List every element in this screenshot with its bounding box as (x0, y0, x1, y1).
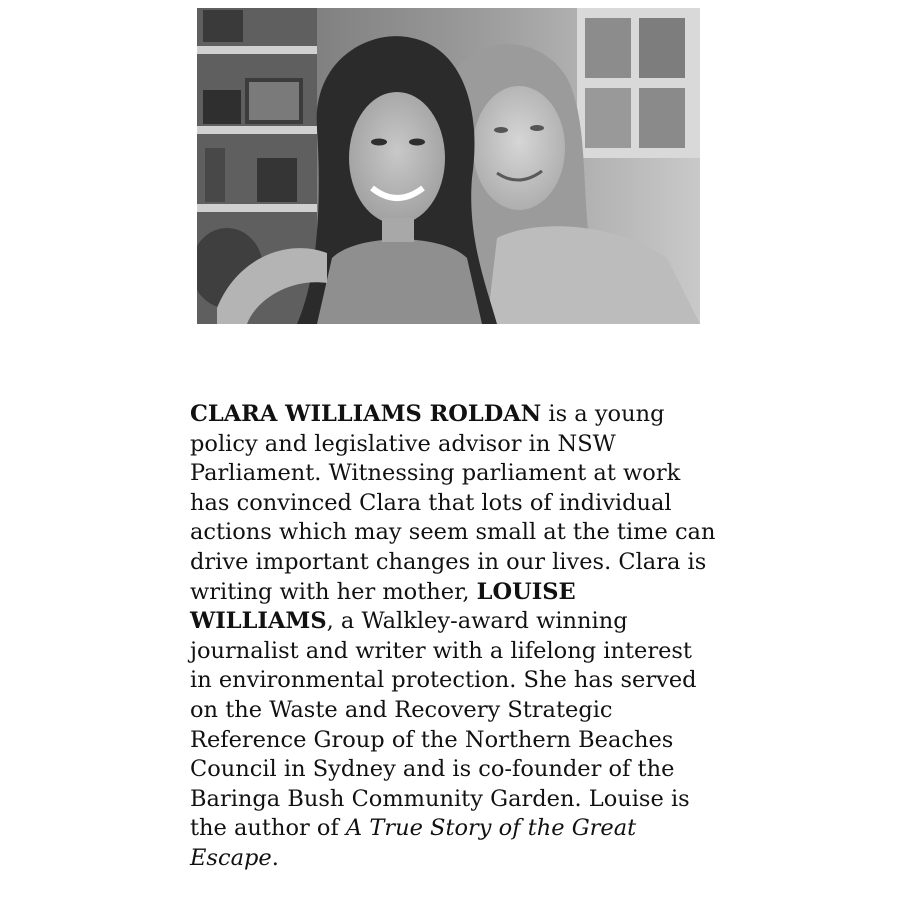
author-name-louise: LOUISE (476, 578, 576, 605)
bio-line: journalist and writer with a lifelong interest (190, 637, 692, 664)
bio-line: has convinced Clara that lots of individual (190, 489, 672, 516)
author-name-louise-surname: WILLIAMS (190, 608, 327, 635)
bio-line: CLARA WILLIAMS ROLDAN is a young (190, 401, 665, 427)
author-photo (197, 8, 700, 324)
bio-line: on the Waste and Recovery Strategic (190, 696, 613, 723)
author-photo-illustration (197, 8, 700, 324)
book-title-end: Escape (190, 844, 272, 871)
bio-line: Reference Group of the Northern Beaches (190, 726, 674, 753)
bio-line: writing with her mother, LOUISE (190, 578, 576, 605)
bio-line: WILLIAMS, a Walkley-award winning (190, 608, 628, 635)
bio-line: Parliament. Witnessing parliament at work (190, 460, 681, 487)
bio-line: actions which may seem small at the time can (190, 519, 716, 546)
author-name-clara: CLARA WILLIAMS ROLDAN (190, 401, 542, 427)
bio-line: Escape. (190, 844, 279, 871)
bio-line: drive important changes in our lives. Clara is (190, 548, 707, 575)
bio-line: in environmental protection. She has served (190, 667, 697, 694)
bio-line: Council in Sydney and is co-founder of the (190, 756, 675, 783)
bio-line: Baringa Bush Community Garden. Louise is (190, 785, 690, 812)
book-title: A True Story of the Great (345, 815, 637, 842)
author-bio (190, 400, 716, 874)
bio-line: the author of A True Story of the Great (190, 815, 637, 842)
bio-line: policy and legislative advisor in NSW (190, 430, 616, 457)
